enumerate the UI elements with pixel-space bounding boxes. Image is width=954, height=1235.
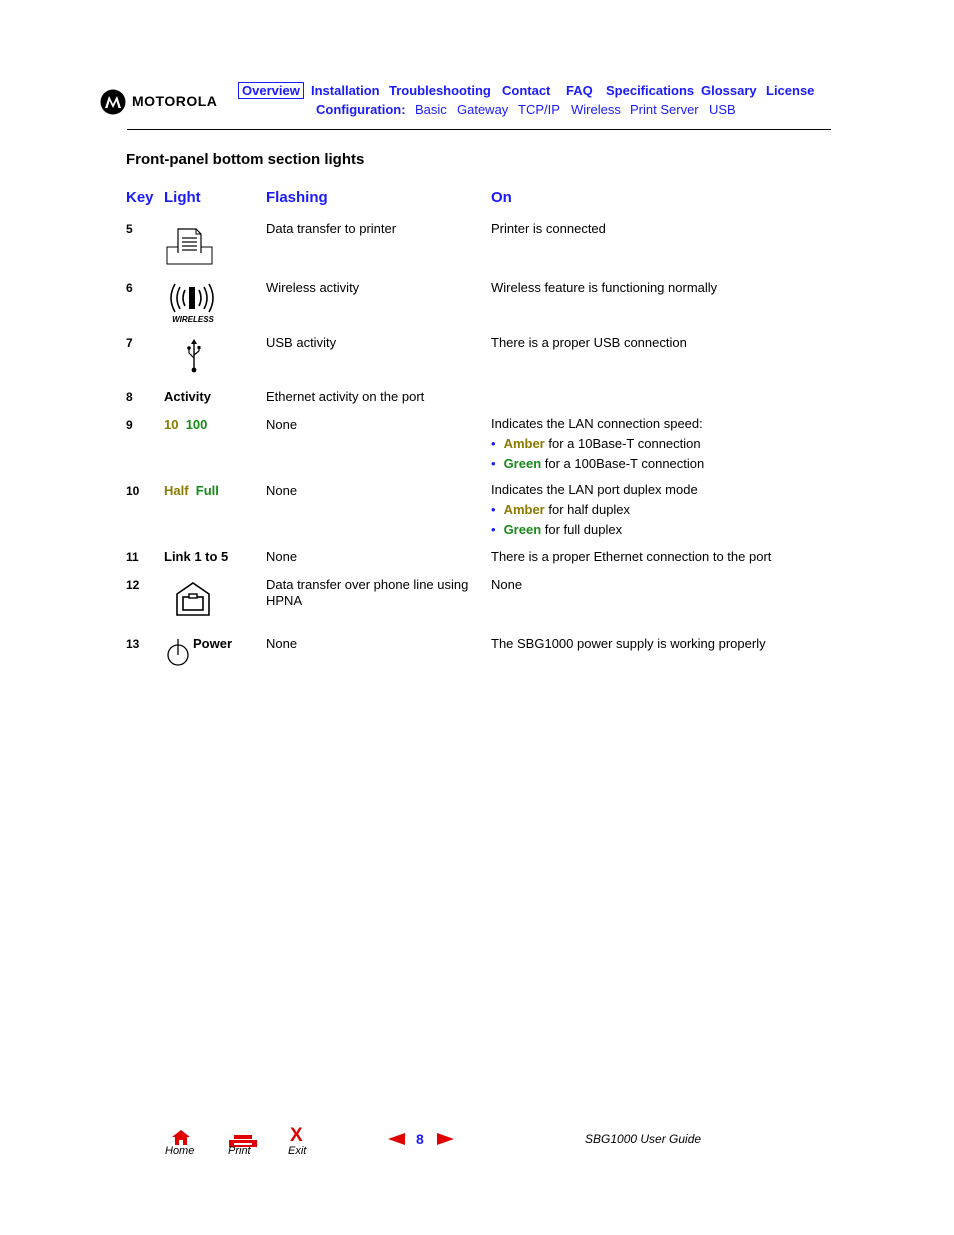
next-page-icon[interactable] [437,1133,454,1145]
row-key: 12 [126,578,140,592]
row-on: The SBG1000 power supply is working properly [491,636,766,651]
exit-icon: X [290,1125,303,1146]
column-on: On [491,189,512,206]
row-key: 7 [126,336,133,350]
bullet-icon: • [491,456,496,471]
bullet-item: • Amber for a 10Base-T connection [491,436,701,451]
row-on: Wireless feature is functioning normally [491,280,718,295]
row-flashing: None [266,417,298,432]
nav-contact[interactable]: Contact [502,83,551,98]
wireless-icon-label: WIRELESS [172,315,214,324]
row-flashing: Ethernet activity on the port [266,389,425,404]
print-label: Print [228,1145,251,1157]
row-light: Power [193,636,233,651]
home-button[interactable] [163,1129,199,1161]
row-flashing: Data transfer over phone line using HPNA [266,577,469,608]
nav-troubleshooting[interactable]: Troubleshooting [389,83,491,98]
column-key: Key [126,189,154,206]
row-on: There is a proper USB connection [491,335,687,350]
on-description: Indicates the LAN connection speed: [491,416,703,431]
light-100: 100 [185,417,208,432]
nav-glossary[interactable]: Glossary [701,83,757,98]
brand-name: MOTOROLA [132,93,218,109]
home-icon [171,1129,191,1146]
bullet-item: • Green for a 100Base-T connection [491,456,705,471]
row-flashing: Data transfer to printer [266,221,397,236]
row-flashing: None [266,549,298,564]
hpna-icon [175,581,211,617]
nav-faq[interactable]: FAQ [566,83,593,98]
power-icon [166,638,192,668]
row-on [491,480,698,540]
row-flashing: Wireless activity [266,280,360,295]
row-light: Link 1 to 5 [164,549,229,564]
light-full: Full [195,483,219,498]
row-light [164,483,219,499]
nav-installation[interactable]: Installation [311,83,380,98]
home-label: Home [165,1145,195,1157]
row-flashing: None [266,636,298,651]
nav-wireless[interactable]: Wireless [571,102,621,117]
bullet-item: • Amber for half duplex [491,502,631,517]
motorola-emblem-icon [100,89,126,115]
row-flashing: None [266,483,298,498]
nav-overview[interactable]: Overview [238,82,304,99]
row-on [491,414,704,474]
exit-label: Exit [288,1145,307,1157]
row-light [164,417,207,433]
exit-button[interactable] [286,1125,316,1161]
page-title: Front-panel bottom section lights [126,151,365,168]
row-key: 10 [126,484,140,498]
nav-gateway[interactable]: Gateway [457,102,509,117]
light-10: 10 [164,417,179,432]
row-flashing: USB activity [266,335,337,350]
row-key: 9 [126,418,133,432]
wireless-icon [166,281,220,325]
nav-specifications[interactable]: Specifications [606,83,695,98]
row-key: 11 [126,550,139,564]
row-key: 13 [126,637,140,651]
row-on: Printer is connected [491,221,606,236]
nav-license[interactable]: License [766,83,815,98]
bullet-icon: • [491,522,496,537]
row-on: There is a proper Ethernet connection to the port [491,549,772,564]
column-flashing: Flashing [266,189,328,206]
row-light: Activity [164,389,211,404]
row-key: 8 [126,390,133,404]
print-button[interactable] [226,1133,260,1161]
nav-usb[interactable]: USB [709,102,736,117]
previous-page-icon[interactable] [388,1133,405,1145]
bullet-icon: • [491,502,496,517]
row-on: None [491,577,523,592]
on-description: Indicates the LAN port duplex mode [491,482,698,497]
nav-print-server[interactable]: Print Server [630,102,699,117]
bullet-item: • Green for full duplex [491,522,623,537]
column-light: Light [164,189,201,206]
header-divider [127,129,831,130]
nav-tcpip[interactable]: TCP/IP [518,102,560,117]
nav-basic[interactable]: Basic [415,102,447,117]
row-key: 6 [126,281,133,295]
nav-configuration[interactable]: Configuration: [316,102,406,117]
usb-icon [185,338,205,374]
row-key: 5 [126,222,133,236]
guide-title: SBG1000 User Guide [585,1132,702,1146]
page-number: 8 [416,1131,424,1147]
printer-icon [166,227,214,267]
bullet-icon: • [491,436,496,451]
light-half: Half [164,483,189,498]
